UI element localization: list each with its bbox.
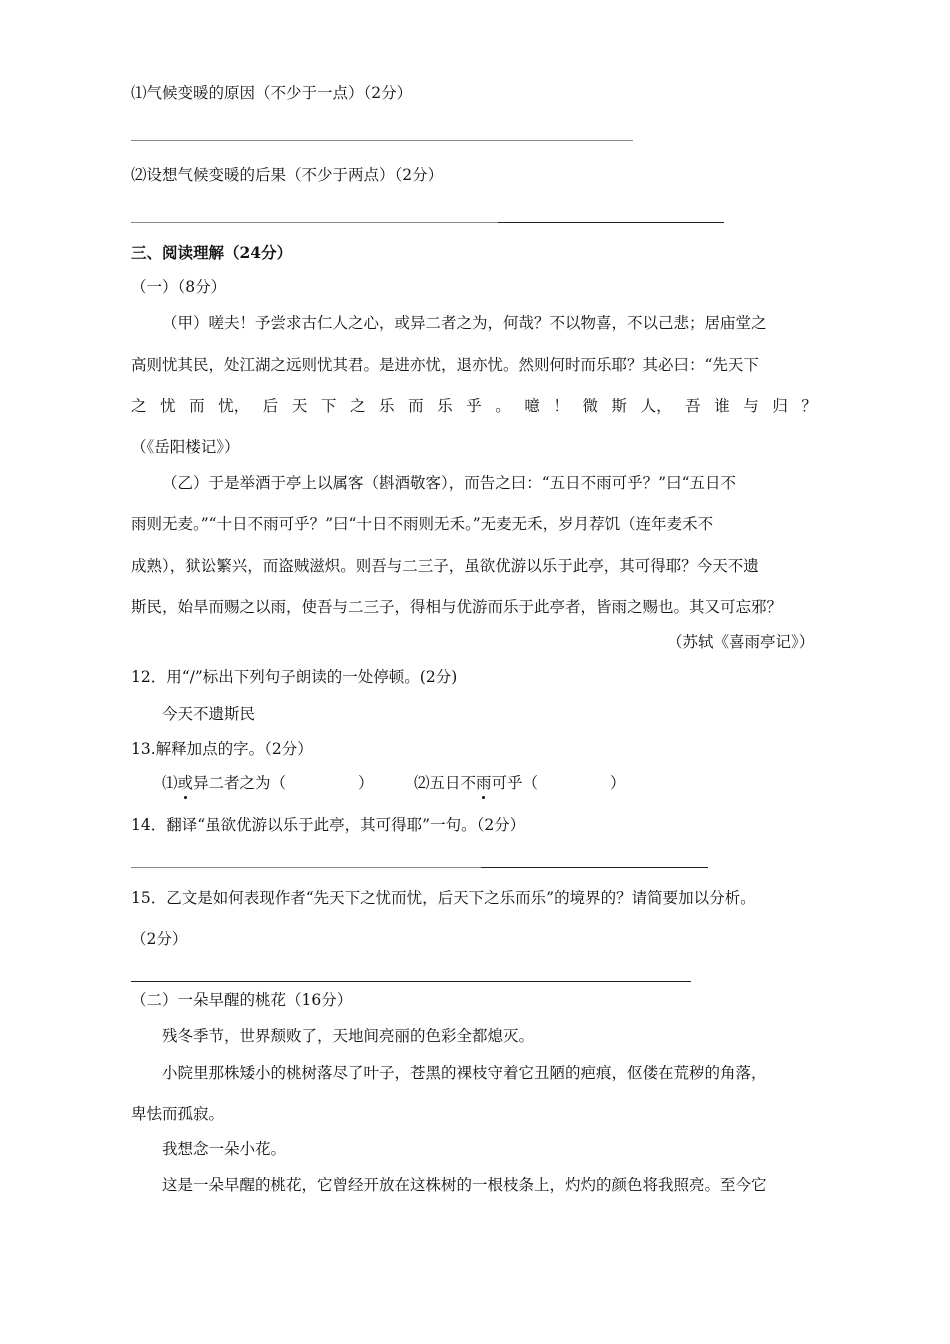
passage-yi-line: 斯民，始旱而赐之以雨，使吾与二三子，得相与优游而乐于此亭者，皆雨之赐也。其又可忘邪？ xyxy=(131,598,783,616)
justified-char: 之 xyxy=(131,397,147,415)
question-13-item2: ⑵五日不雨可乎（ ） xyxy=(414,774,626,792)
passage-2-paragraph: 这是一朵早醒的桃花，它曾经开放在这株树的一根枝条上，灼灼的颜色将我照亮。至今它 xyxy=(162,1176,767,1194)
passage-jia-line: （甲）嗟夫！予尝求古仁人之心，或异二者之为，何哉？不以物喜，不以己悲；居庙堂之 xyxy=(162,314,767,332)
justified-char: 乐 xyxy=(437,397,453,415)
justified-char: ！ xyxy=(553,397,569,415)
justified-char: 斯 xyxy=(611,397,628,415)
dotted-character: 或 xyxy=(177,774,194,792)
dotted-character: 雨 xyxy=(476,774,492,792)
question-15: 15．乙文是如何表现作者“先天下之忧而忧，后天下之乐而乐”的境界的？请简要加以分析。 xyxy=(131,889,756,907)
justified-char: 乐 xyxy=(379,397,395,415)
question-12-sentence: 今天不遗斯民 xyxy=(162,705,256,723)
q11-part2: ⑵设想气候变暖的后果（不少于两点）（2分） xyxy=(131,166,444,184)
justified-char: 忧 xyxy=(160,397,176,415)
answer-line xyxy=(481,867,708,868)
justified-char: 人， xyxy=(640,397,672,415)
justified-char: 之 xyxy=(349,397,366,415)
justified-char: 微 xyxy=(582,397,598,415)
answer-line xyxy=(131,981,691,982)
justified-char: 归 xyxy=(772,397,788,415)
answer-line xyxy=(131,140,633,141)
passage-yi-line: （乙）于是举酒于亭上以属客（斟酒敬客），而告之曰：“五日不雨可乎？”曰“五日不 xyxy=(162,474,737,492)
justified-char: 。 xyxy=(495,397,511,415)
question-14: 14．翻译“虽欲优游以乐于此亭，其可得耶”一句。（2分） xyxy=(131,816,526,834)
passage-jia-line-justified xyxy=(131,396,817,416)
source-citation: （苏轼《喜雨亭记》） xyxy=(667,633,815,651)
passage-yi-line: 雨则无麦。”“十日不雨可乎？”曰“十日不雨则无禾。”无麦无禾，岁月荐饥（连年麦禾不 xyxy=(131,515,714,533)
justified-char: 而 xyxy=(408,397,424,415)
question-13: 13.解释加点的字。（2分） xyxy=(131,740,313,758)
answer-line xyxy=(131,222,498,223)
question-15-points: （2分） xyxy=(131,930,188,948)
justified-char: 噫 xyxy=(524,397,540,415)
question-13-item1: ⑴或异二者之为（ ） xyxy=(162,774,374,792)
section-heading: 三、阅读理解（24分） xyxy=(131,243,293,262)
justified-char: 后 xyxy=(262,397,279,415)
passage-2-paragraph: 残冬季节，世界颓败了，天地间亮丽的色彩全都熄灭。 xyxy=(162,1027,535,1045)
justified-char: ？ xyxy=(801,397,817,415)
justified-char: 谁 xyxy=(714,397,730,415)
question-12: 12．用“/”标出下列句子朗读的一处停顿。(2分) xyxy=(131,668,458,686)
justified-char: 忧， xyxy=(218,397,250,415)
answer-line xyxy=(131,867,481,868)
justified-char: 天 xyxy=(291,397,308,415)
justified-char: 与 xyxy=(743,397,759,415)
source-citation: （《岳阳楼记》） xyxy=(131,438,240,456)
justified-char: 乎 xyxy=(466,397,482,415)
answer-line xyxy=(498,222,724,223)
passage-yi-line: 成熟），狱讼繁兴，而盗贼滋炽。则吾与二三子，虽欲优游以乐于此亭，其可得耶？今天不遗 xyxy=(131,557,759,575)
passage-2-title: （二）一朵早醒的桃花（16分） xyxy=(131,991,353,1009)
passage-2-paragraph: 卑怯而孤寂。 xyxy=(131,1105,225,1123)
justified-char: 下 xyxy=(320,397,337,415)
justified-char: 吾 xyxy=(685,397,701,415)
passage-2-paragraph: 我想念一朵小花。 xyxy=(162,1140,287,1158)
justified-char: 而 xyxy=(189,397,205,415)
passage-2-paragraph: 小院里那株矮小的桃树落尽了叶子，苍黑的裸枝守着它丑陋的疤痕，伛偻在荒秽的角落， xyxy=(162,1064,767,1082)
passage-jia-line: 高则忧其民，处江湖之远则忧其君。是进亦忧，退亦忧。然则何时而乐耶？其必曰：“先天下 xyxy=(131,356,759,374)
sub-section-heading: （一）（8分） xyxy=(131,278,227,296)
q11-part1: ⑴气候变暖的原因（不少于一点）（2分） xyxy=(131,84,413,102)
